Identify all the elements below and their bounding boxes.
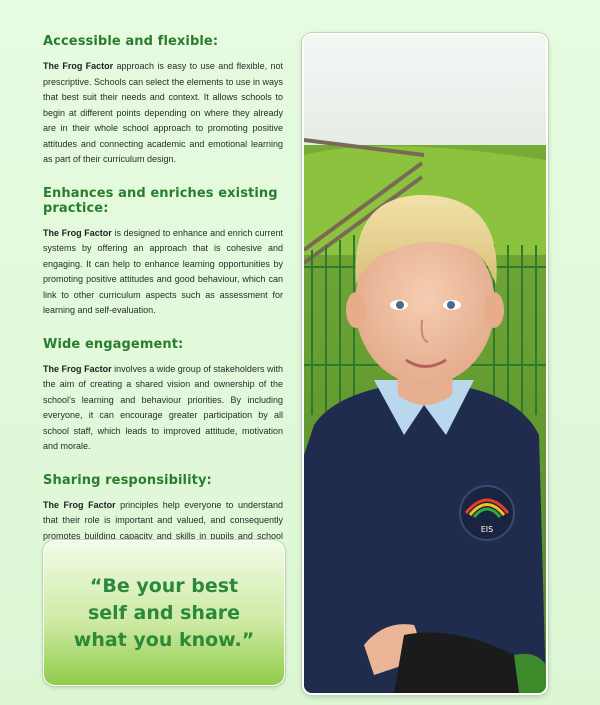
section-body: The Frog Factor involves a wide group of stakeholders with the aim of creating a shared vision and ownership of the school’s learning and behaviour priorities. By including everyone, it can encourage greater participation by all school staff, which leads to improved attitude, motivation and morale. <box>43 363 283 451</box>
quote-box <box>43 540 285 686</box>
section-body: The Frog Factor is designed to enhance and enrich current systems by offering an approach that is cohesive and engaging. It can help to enhance learning opportunities by promoting positive attitudes and good behaviour, which can link to other curriculum aspects such as assessment for learning and self-evaluation. <box>43 227 283 315</box>
school-badge-icon <box>460 486 514 540</box>
section-heading: Accessible and flexible: <box>43 34 219 49</box>
section-heading: Sharing responsibility: <box>43 472 212 488</box>
section-body: The Frog Factor approach is easy to use and flexible, not prescriptive. Schools can select the elements to use in ways that best suit their needs and context. It allows schools to begin at different points depending on where they already are in their whole school approach to promoting positive attitudes and connecting academic and emotional learning as part of their curriculum design. <box>43 61 283 164</box>
quote-text: “Be your best self and share what you know.” <box>73 574 255 651</box>
section-wide-engagement <box>43 337 283 455</box>
brand-name: The Frog Factor <box>43 499 116 510</box>
brand-name: The Frog Factor <box>43 363 112 374</box>
boy-photo <box>302 33 548 695</box>
brand-name: The Frog Factor <box>43 61 114 71</box>
text-column <box>43 34 283 578</box>
section-body: The Frog Factor principles help everyone to understand that their role is important and valued, and consequently promotes building capacity and skills in pupils and school <box>43 499 283 541</box>
section-enhances <box>43 186 283 319</box>
section-heading: Enhances and enriches existing practice: <box>43 185 278 216</box>
svg-text:EIS: EIS <box>480 525 494 534</box>
brand-name: The Frog Factor <box>43 227 112 238</box>
section-accessible <box>43 34 283 168</box>
section-heading: Wide engagement: <box>43 336 184 352</box>
